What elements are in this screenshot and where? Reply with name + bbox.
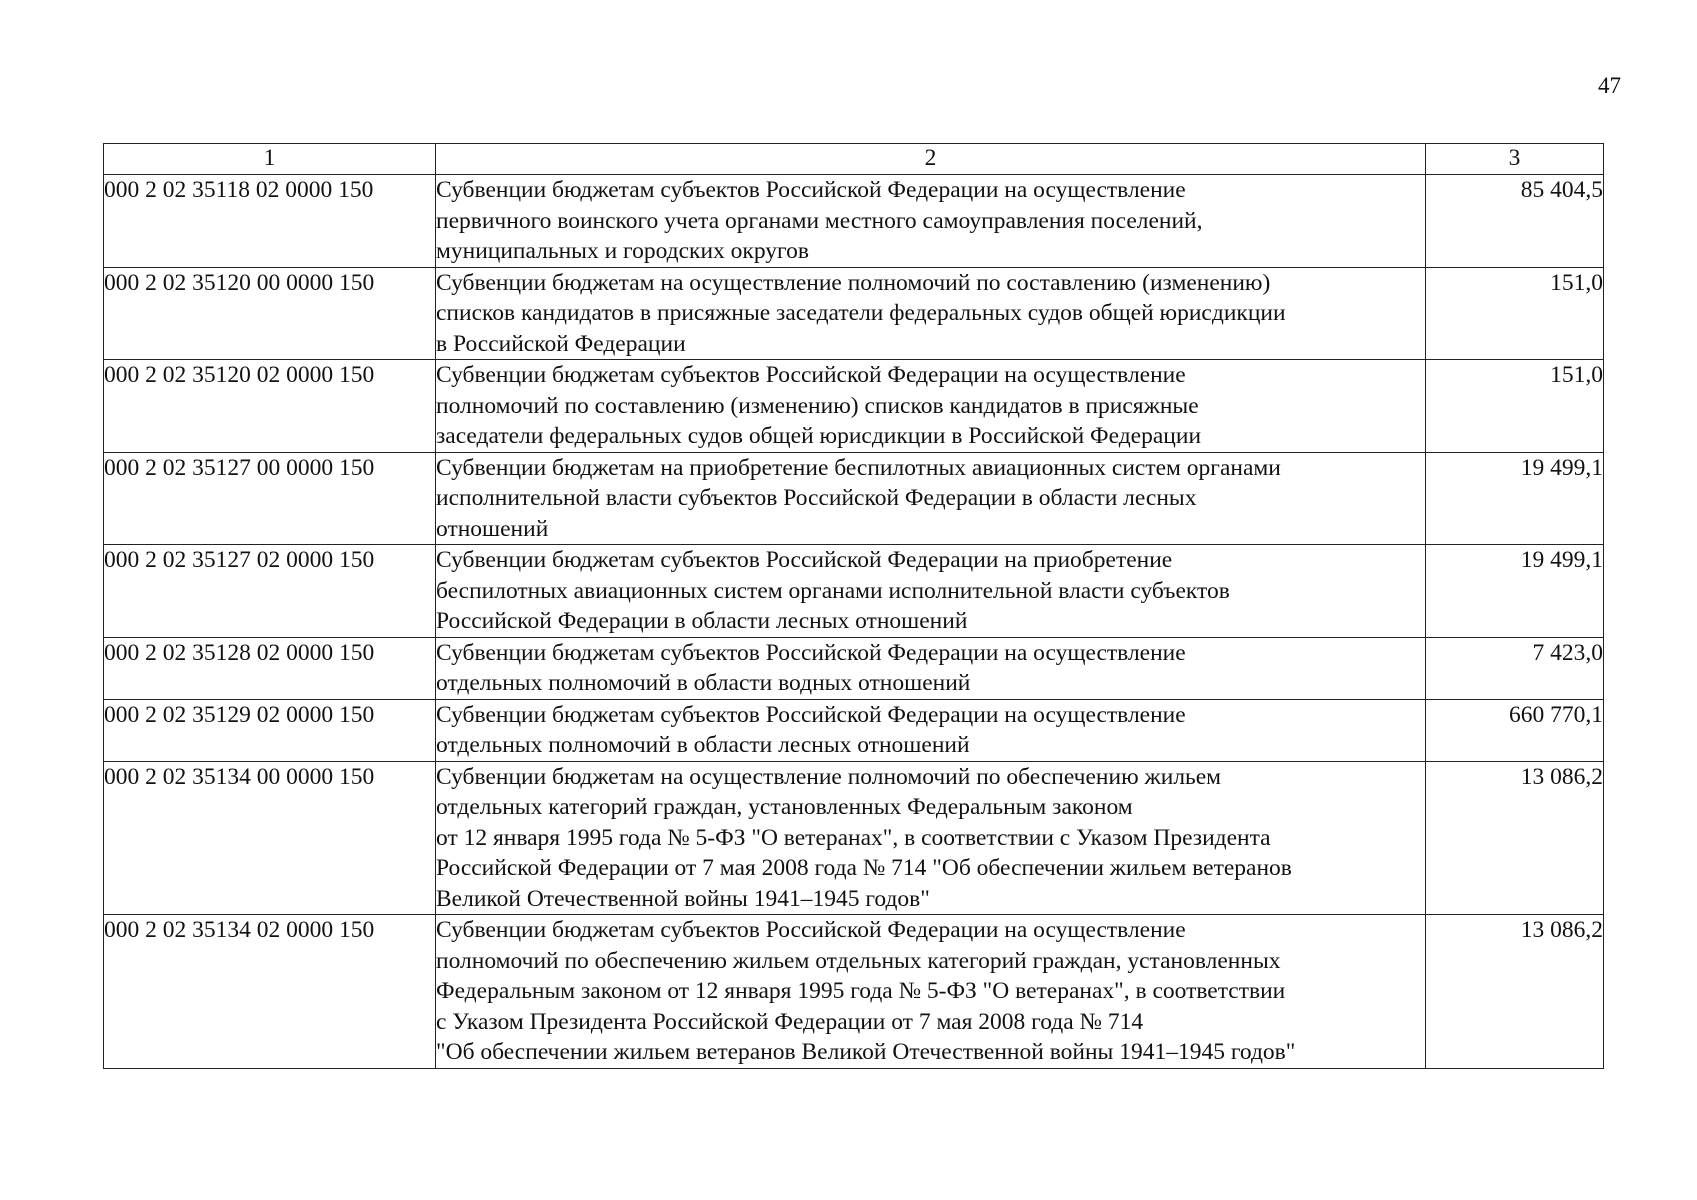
income-name-line: Субвенции бюджетам субъектов Российской Федерации на осуществление (436, 362, 1186, 388)
income-name-line: Федеральным законом от 12 января 1995 года № 5-ФЗ "О ветеранах", в соответствии (436, 978, 1286, 1004)
income-name-line: первичного воинского учета органами местного самоуправления поселений, (436, 207, 1203, 234)
income-name-cell (436, 699, 1426, 761)
amount-cell: 7 423,0 (1426, 637, 1604, 699)
header-cell-name: 2 (436, 144, 1426, 175)
income-name-line: отдельных полномочий в области водных отношений (436, 670, 971, 696)
income-name-cell (436, 452, 1426, 545)
table-row (104, 761, 1604, 915)
budget-code-cell: 000 2 02 35120 00 0000 150 (104, 267, 436, 360)
income-name-line: с Указом Президента Российской Федерации от 7 мая 2008 года № 714 (436, 1008, 1144, 1035)
income-name-line: Субвенции бюджетам субъектов Российской Федерации на приобретение (436, 547, 1173, 573)
amount-cell: 19 499,1 (1426, 452, 1604, 545)
budget-table (103, 143, 1604, 1069)
income-name-line: списков кандидатов в присяжные заседатели федеральных судов общей юрисдикции (436, 300, 1286, 326)
income-name-cell (436, 915, 1426, 1069)
income-name-line: полномочий по составлению (изменению) списков кандидатов в присяжные (436, 392, 1199, 419)
amount-cell: 85 404,5 (1426, 175, 1604, 268)
header-cell-amount: 3 (1426, 144, 1604, 175)
amount-cell: 19 499,1 (1426, 545, 1604, 638)
income-name-line: Субвенции бюджетам субъектов Российской Федерации на осуществление (436, 177, 1186, 203)
income-name-line: отношений (436, 515, 549, 542)
income-name-line: Великой Отечественной войны 1941–1945 годов" (436, 885, 930, 912)
table-row (104, 452, 1604, 545)
income-name-line: заседатели федеральных судов общей юрисдикции в Российской Федерации (436, 423, 1202, 449)
income-name-line: муниципальных и городских округов (436, 238, 809, 264)
budget-code-cell: 000 2 02 35129 02 0000 150 (104, 699, 436, 761)
amount-cell: 13 086,2 (1426, 761, 1604, 915)
table-row (104, 637, 1604, 699)
table-row (104, 699, 1604, 761)
budget-code-cell: 000 2 02 35128 02 0000 150 (104, 637, 436, 699)
budget-code-cell: 000 2 02 35127 00 0000 150 (104, 452, 436, 545)
table-body (104, 175, 1604, 1069)
income-name-line: Российской Федерации в области лесных отношений (436, 608, 968, 634)
income-name-cell (436, 175, 1426, 268)
income-name-cell (436, 545, 1426, 638)
income-name-line: "Об обеспечении жильем ветеранов Великой Отечественной войны 1941–1945 годов" (436, 1039, 1296, 1065)
income-name-line: отдельных категорий граждан, установленных Федеральным законом (436, 794, 1133, 820)
income-name-line: Субвенции бюджетам на осуществление полномочий по составлению (изменению) (436, 269, 1271, 296)
table-row (104, 915, 1604, 1069)
amount-cell: 13 086,2 (1426, 915, 1604, 1069)
amount-cell: 151,0 (1426, 360, 1604, 453)
income-name-line: полномочий по обеспечению жильем отдельных категорий граждан, установленных (436, 947, 1281, 974)
income-name-cell (436, 637, 1426, 699)
income-name-line: в Российской Федерации (436, 330, 686, 357)
page-number: 47 (1598, 73, 1621, 98)
income-name-line: Субвенции бюджетам субъектов Российской Федерации на осуществление (436, 701, 1186, 728)
budget-code-cell: 000 2 02 35120 02 0000 150 (104, 360, 436, 453)
table-row (104, 360, 1604, 453)
budget-code-cell: 000 2 02 35134 00 0000 150 (104, 761, 436, 915)
header-row (104, 144, 1604, 175)
budget-code-cell: 000 2 02 35134 02 0000 150 (104, 915, 436, 1069)
income-name-line: от 12 января 1995 года № 5-ФЗ "О ветеранах", в соответствии с Указом Президента (436, 824, 1271, 851)
budget-code-cell: 000 2 02 35127 02 0000 150 (104, 545, 436, 638)
income-name-line: Субвенции бюджетам на осуществление полномочий по обеспечению жильем (436, 763, 1222, 790)
income-name-line: Российской Федерации от 7 мая 2008 года № 714 "Об обеспечении жильем ветеранов (436, 855, 1292, 881)
header-cell-code: 1 (104, 144, 436, 175)
income-name-line: исполнительной власти субъектов Российской Федерации в области лесных (436, 485, 1197, 511)
table-row (104, 175, 1604, 268)
amount-cell: 151,0 (1426, 267, 1604, 360)
income-name-line: беспилотных авиационных систем органами исполнительной власти субъектов (436, 577, 1230, 604)
table-row (104, 545, 1604, 638)
income-name-line: Субвенции бюджетам субъектов Российской Федерации на осуществление (436, 639, 1186, 666)
amount-cell: 660 770,1 (1426, 699, 1604, 761)
income-name-cell (436, 267, 1426, 360)
income-name-cell (436, 761, 1426, 915)
income-name-line: Субвенции бюджетам на приобретение беспилотных авиационных систем органами (436, 454, 1281, 481)
income-name-line: отдельных полномочий в области лесных отношений (436, 732, 970, 758)
budget-code-cell: 000 2 02 35118 02 0000 150 (104, 175, 436, 268)
income-name-cell (436, 360, 1426, 453)
table-row (104, 267, 1604, 360)
income-name-line: Субвенции бюджетам субъектов Российской Федерации на осуществление (436, 917, 1186, 943)
